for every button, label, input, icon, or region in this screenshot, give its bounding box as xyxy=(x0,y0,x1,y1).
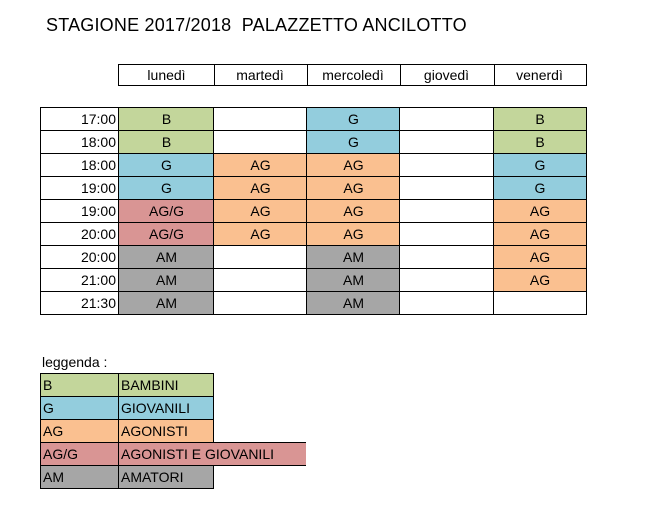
schedule-cell: AG xyxy=(213,153,308,177)
schedule-cell: AG xyxy=(493,268,587,292)
schedule-cell: B xyxy=(493,107,587,131)
schedule-cell: AG xyxy=(213,222,308,246)
time-cell: 20:00 xyxy=(40,222,120,246)
legend-code: B xyxy=(40,373,119,397)
schedule-cell: AG xyxy=(306,222,401,246)
schedule-cell: AG xyxy=(306,153,401,177)
schedule-cell: G xyxy=(493,153,587,177)
legend-description: AGONISTI E GIOVANILI xyxy=(118,442,306,466)
legend-description: GIOVANILI xyxy=(118,396,214,420)
schedule-cell: AM xyxy=(118,245,215,269)
schedule-cell: AG xyxy=(306,176,401,200)
day-header: martedì xyxy=(213,64,308,86)
schedule-cell xyxy=(493,291,587,315)
page-title: STAGIONE 2017/2018 PALAZZETTO ANCILOTTO xyxy=(46,15,467,35)
schedule-cell: B xyxy=(118,130,215,154)
schedule-cell: AG xyxy=(306,199,401,223)
day-header: giovedì xyxy=(399,64,495,86)
schedule-cell: G xyxy=(306,107,401,131)
day-header: lunedì xyxy=(118,64,215,86)
schedule-cell xyxy=(213,268,308,292)
schedule-cell: AM xyxy=(306,291,401,315)
schedule-cell xyxy=(399,176,495,200)
schedule-cell: AM xyxy=(118,291,215,315)
schedule-cell: G xyxy=(118,153,215,177)
schedule-cell xyxy=(213,107,308,131)
day-header: venerdì xyxy=(493,64,587,86)
schedule-cell: B xyxy=(493,130,587,154)
schedule-cell xyxy=(399,291,495,315)
schedule-cell: AM xyxy=(118,268,215,292)
schedule-cell: G xyxy=(493,176,587,200)
schedule-cell: G xyxy=(118,176,215,200)
schedule-cell: AG xyxy=(493,222,587,246)
day-header: mercoledì xyxy=(306,64,401,86)
schedule-cell: AG/G xyxy=(118,199,215,223)
schedule-cell: AG xyxy=(213,176,308,200)
legend-description: BAMBINI xyxy=(118,373,214,397)
schedule-cell xyxy=(213,130,308,154)
schedule-cell: AG/G xyxy=(118,222,215,246)
schedule-cell xyxy=(399,245,495,269)
schedule-cell xyxy=(399,107,495,131)
time-cell: 19:00 xyxy=(40,176,120,200)
legend-code: AM xyxy=(40,465,119,489)
schedule-cell xyxy=(399,199,495,223)
time-cell: 19:00 xyxy=(40,199,120,223)
legend-code: G xyxy=(40,396,119,420)
schedule-cell: AG xyxy=(493,199,587,223)
time-cell: 21:00 xyxy=(40,268,120,292)
schedule-cell xyxy=(213,245,308,269)
schedule-cell: AM xyxy=(306,268,401,292)
schedule-cell xyxy=(399,268,495,292)
time-cell: 18:00 xyxy=(40,153,120,177)
legend-code: AG xyxy=(40,419,119,443)
schedule-cell: G xyxy=(306,130,401,154)
schedule-cell xyxy=(399,130,495,154)
legend-label: leggenda : xyxy=(42,354,108,370)
time-cell: 17:00 xyxy=(40,107,120,131)
schedule-cell: AG xyxy=(493,245,587,269)
legend-code: AG/G xyxy=(40,442,119,466)
schedule-cell: AM xyxy=(306,245,401,269)
time-cell: 21:30 xyxy=(40,291,120,315)
legend-description: AGONISTI xyxy=(118,419,214,443)
schedule-cell xyxy=(399,153,495,177)
time-cell: 18:00 xyxy=(40,130,120,154)
schedule-cell xyxy=(213,291,308,315)
schedule-cell: AG xyxy=(213,199,308,223)
schedule-cell: B xyxy=(118,107,215,131)
schedule-cell xyxy=(399,222,495,246)
legend-description: AMATORI xyxy=(118,465,214,489)
time-cell: 20:00 xyxy=(40,245,120,269)
